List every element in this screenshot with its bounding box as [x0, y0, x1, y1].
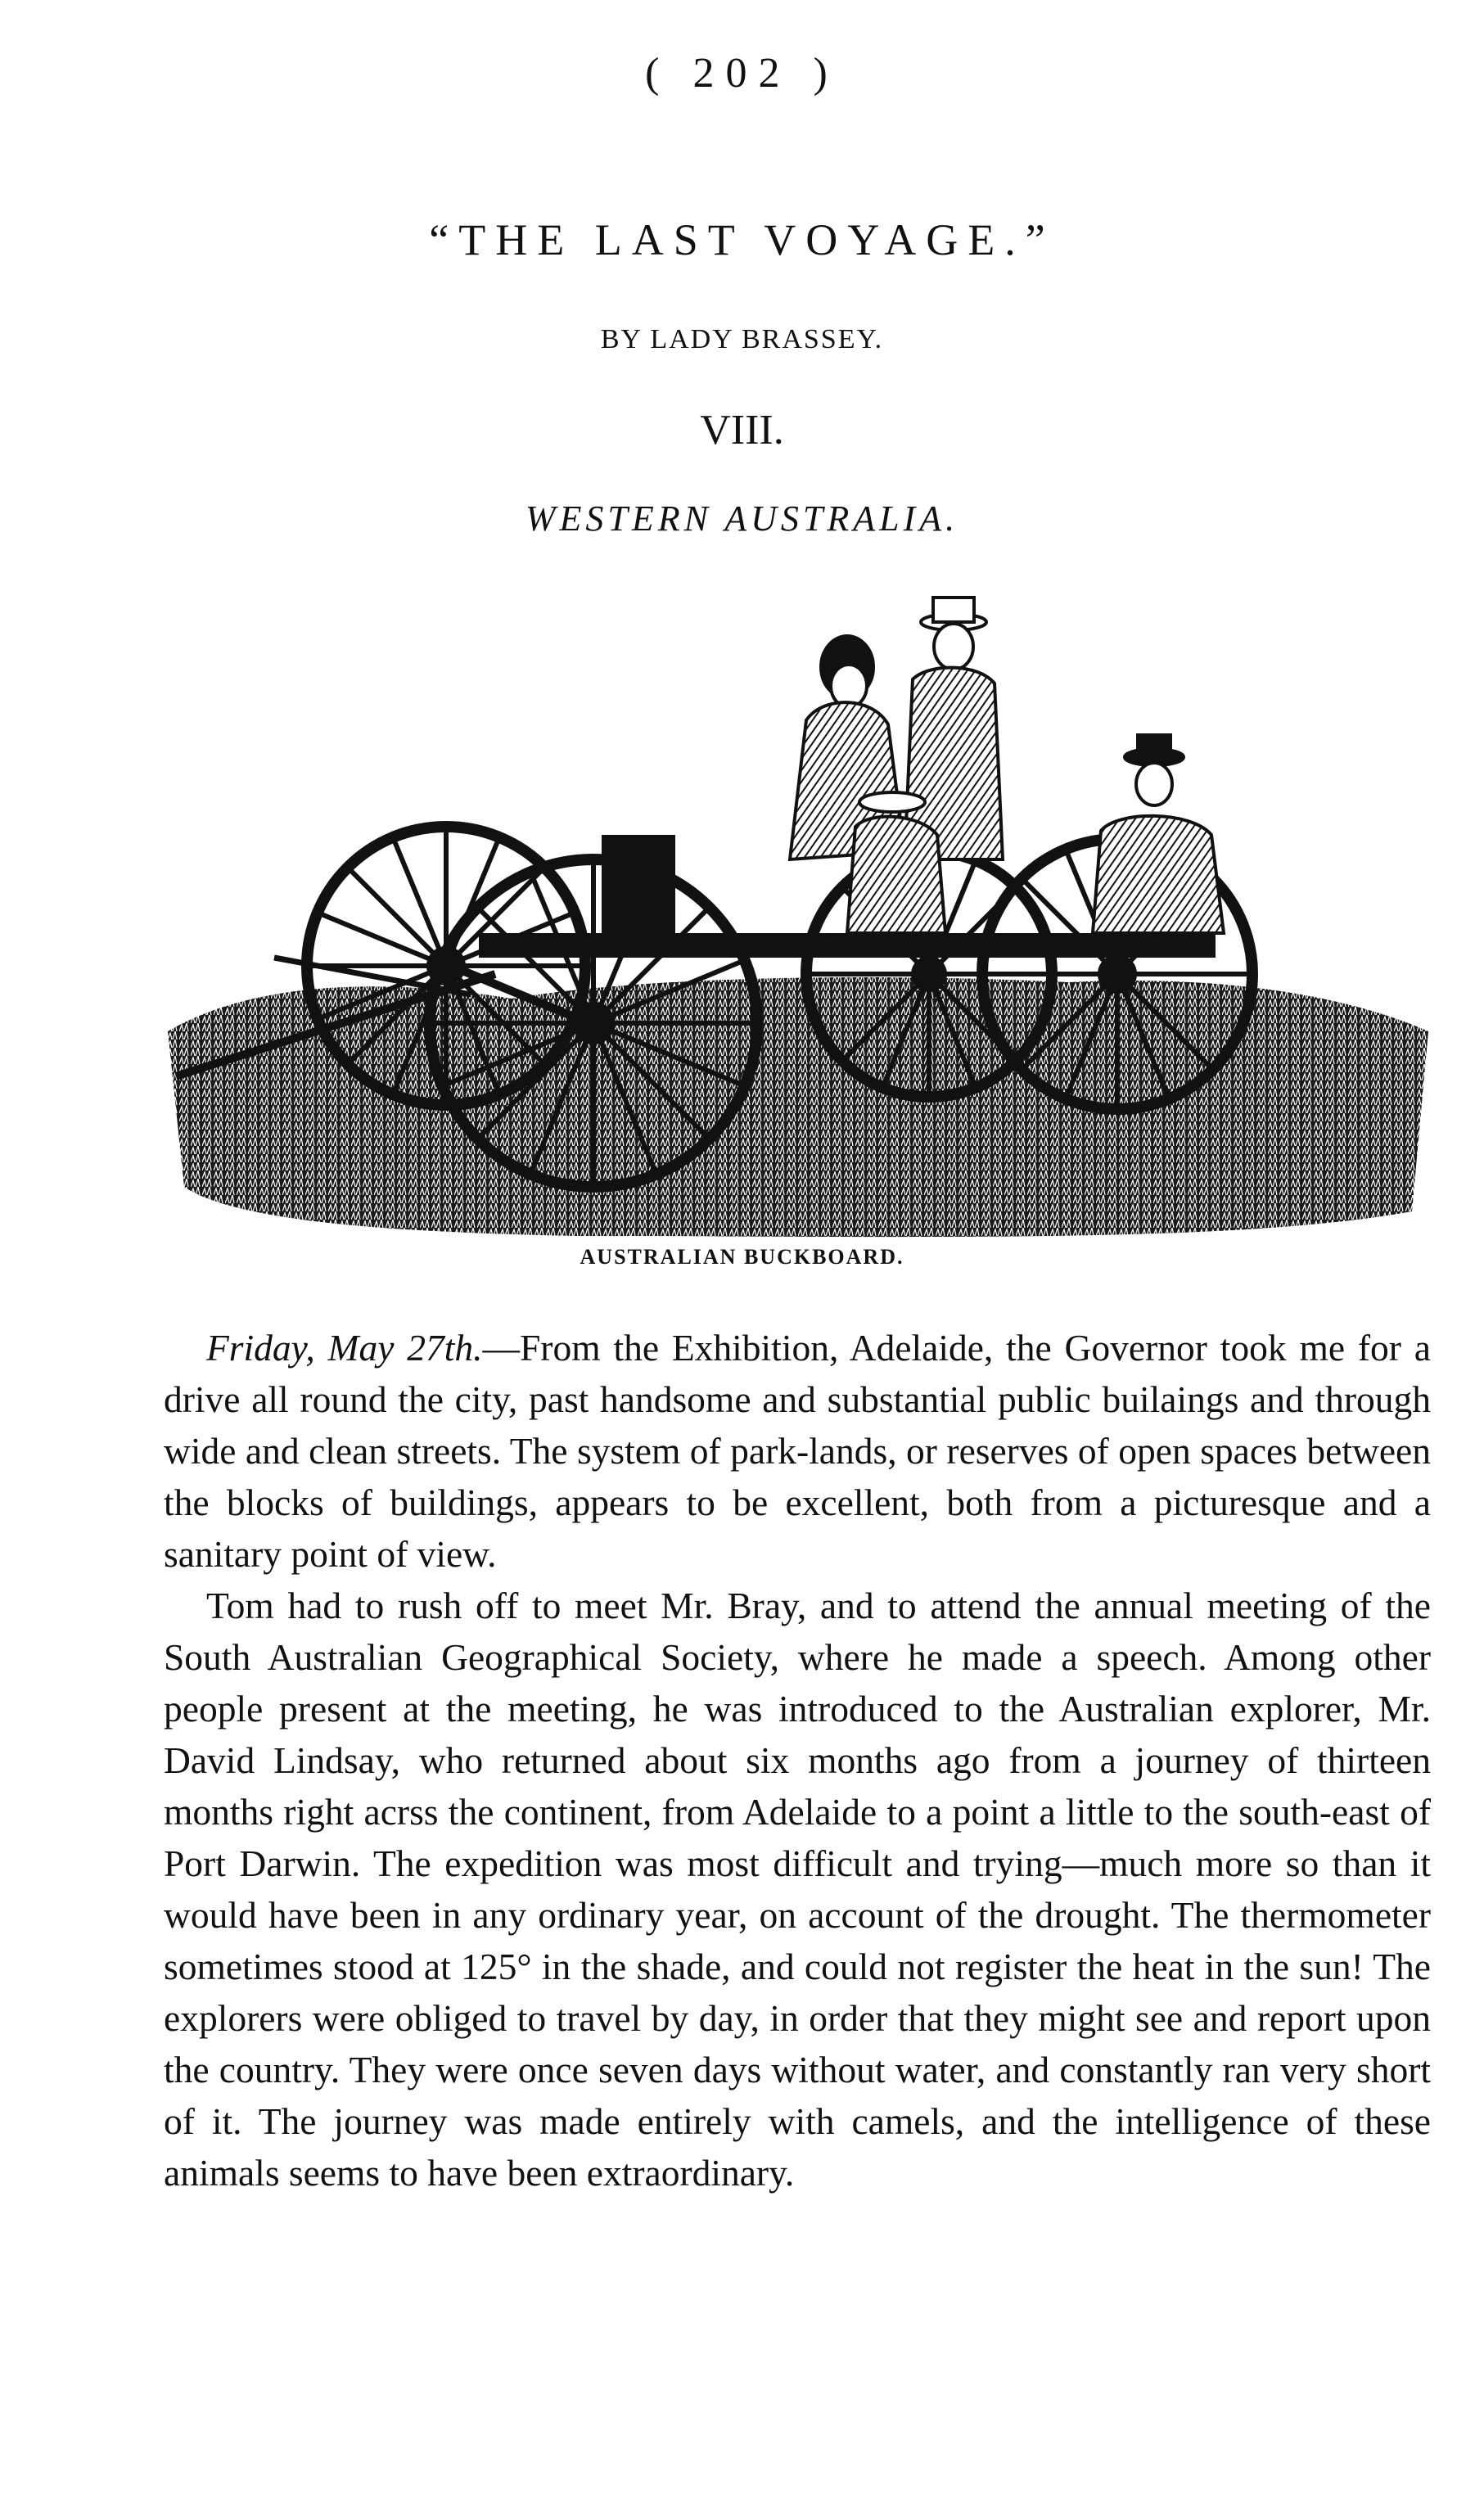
- section-heading: WESTERN AUSTRALIA.: [525, 498, 959, 539]
- paragraph: Tom had to rush off to meet Mr. Bray, and to attend the annual meeting of the South Australian Geographical Society, where he made a speech. Among other people present at the meeting, he was introduced to the Australian explorer, Mr. David Lindsay, who returned about six months ago from a journey of thirteen months right acrss the continent, from Adelaide to a point a little to the south-east of Port Darwin. The expedition was most difficult and trying—much more so than it would have been in any ordinary year, on account of the drought. The thermometer sometimes stood at 125° in the shade, and could not register the heat in the sun! The explorers were obliged to travel by day, in order that they might see and report upon the country. They were once seven days without water, and constantly ran very short of it. The journey was made entirely with camels, and the intelligence of these animals seems to have been extraordinary.: [164, 1585, 1431, 2194]
- byline: BY LADY BRASSEY.: [600, 324, 884, 354]
- article-body: [164, 1322, 1431, 2199]
- buckboard-engraving: [168, 589, 1428, 1244]
- figure-caption: AUSTRALIAN BUCKBOARD.: [580, 1245, 904, 1269]
- page-number: ( 202 ): [645, 50, 839, 97]
- paragraph: [164, 1322, 1431, 1580]
- article-title: “THE LAST VOYAGE.”: [429, 215, 1055, 264]
- paragraph-text: —From the Exhibition, Adelaide, the Governor took me for a drive all round the city, past handsome and substantial public builaings and through wide and clean streets. The system of park-lands, or reserves of open spaces between the blocks of buildings, appears to be excellent, both from a picturesque and a sanitary point of view.: [164, 1327, 1431, 1575]
- wheel: [430, 859, 757, 1187]
- part-number: VIII.: [700, 407, 784, 453]
- passenger-driver: [904, 598, 1003, 859]
- passenger-man: [1093, 735, 1224, 933]
- entry-date: Friday, May 27th.: [206, 1327, 483, 1369]
